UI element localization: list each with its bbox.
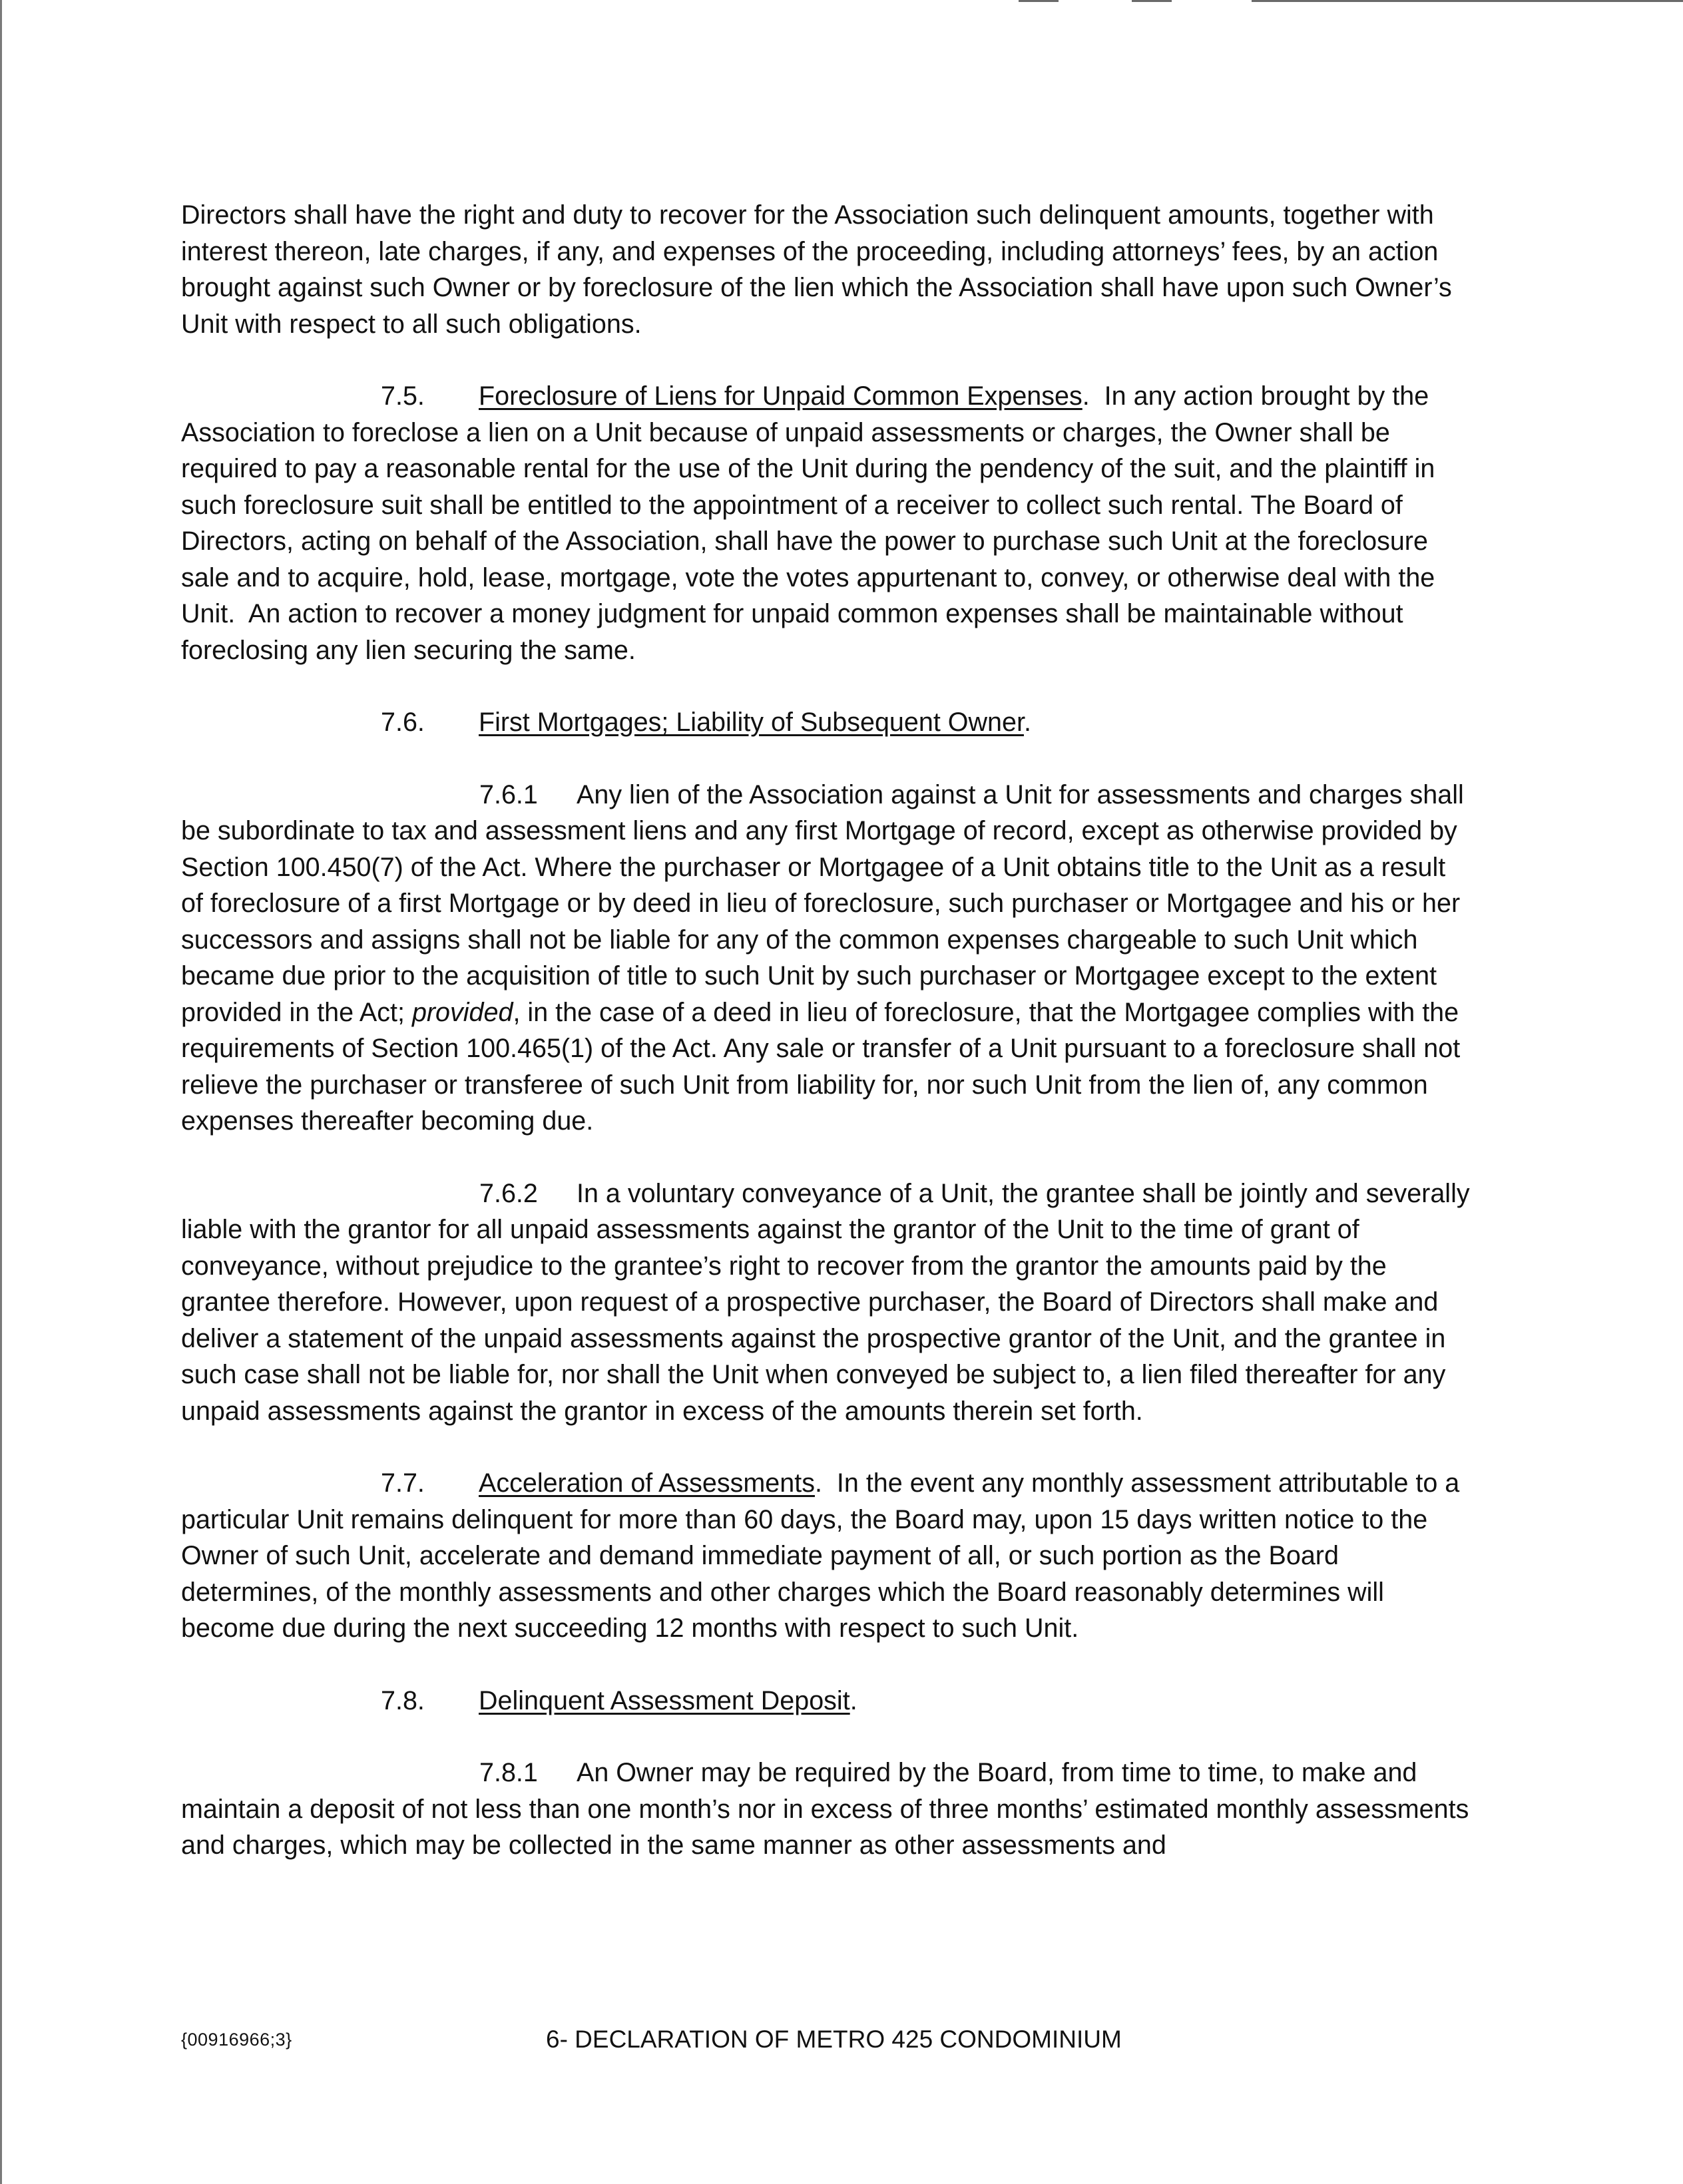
- section-title: First Mortgages; Liability of Subsequent Owner: [479, 708, 1024, 737]
- document-body: [181, 197, 1473, 1864]
- intro-paragraph: Directors shall have the right and duty to recover for the Association such delinquent amounts, together with interest thereon, late charges, if any, and expenses of the proceeding, including attorneys’ fees, by an action brought against such Owner or by foreclosure of the lien which the Association shall have upon such Owner’s Unit with respect to all such obligations.: [181, 200, 1452, 339]
- section-7-5: [181, 378, 1473, 668]
- section-title: Acceleration of Assessments: [479, 1468, 815, 1498]
- subsection-7-8-1: [181, 1755, 1473, 1864]
- subsection-7-6-2: [181, 1176, 1473, 1430]
- section-title-end: .: [1082, 381, 1090, 411]
- section-number: 7.8.: [381, 1685, 425, 1715]
- scan-edge-line: [0, 0, 2, 2184]
- footer-title: 6- DECLARATION OF METRO 425 CONDOMINIUM: [546, 2026, 1122, 2053]
- section-number: 7.7.: [381, 1468, 425, 1498]
- section-title-end: .: [1023, 708, 1031, 737]
- subsection-body: An Owner may be required by the Board, from time to time, to make and maintain a deposit of not less than one month’s nor in excess of three months’ estimated monthly assessments and charges, which may be collected in the same manner as other assessments and: [181, 1758, 1469, 1860]
- scan-top-mark: [1019, 0, 1059, 2]
- section-7-6-heading: [181, 704, 1473, 741]
- section-title-end: .: [814, 1468, 822, 1498]
- section-7-8-heading: [181, 1683, 1473, 1719]
- subsection-body-italic: provided: [411, 997, 513, 1027]
- page-footer: [181, 2026, 1473, 2058]
- section-body: In the event any monthly assessment attributable to a particular Unit remains delinquent for more than 60 days, the Board may, upon 15 days written notice to the Owner of such Unit, accelerate and demand immediate payment of all, or such portion as the Board determines, of the monthly assessments and other charges which the Board reasonably determines will become due during the next succeeding 12 months with respect to such Unit.: [181, 1468, 1467, 1643]
- document-id: {00916966;3}: [181, 2030, 292, 2050]
- section-7-7: [181, 1465, 1473, 1647]
- subsection-number: 7.6.2: [479, 1178, 538, 1208]
- subsection-7-6-1: [181, 777, 1473, 1140]
- section-title: Delinquent Assessment Deposit: [479, 1685, 850, 1715]
- section-number: 7.6.: [381, 708, 425, 737]
- section-title-end: .: [849, 1685, 857, 1715]
- scan-top-mark: [1252, 0, 1683, 2]
- subsection-body-continued: , in the case of a deed in lieu of foreclosure, that the Mortgagee complies with the requirements of Section 100.465(1) of the Act. Any sale or transfer of a Unit pursuant to a foreclosure shall not relieve the purchaser or transferee of such Unit from liability for, nor such Unit from the lien of, any common expenses thereafter becoming due.: [181, 997, 1461, 1136]
- subsection-number: 7.8.1: [479, 1758, 538, 1787]
- section-title: Foreclosure of Liens for Unpaid Common Expenses: [479, 381, 1082, 411]
- section-number: 7.5.: [381, 381, 425, 411]
- subsection-number: 7.6.1: [479, 779, 538, 809]
- subsection-body: In a voluntary conveyance of a Unit, the grantee shall be jointly and severally liable with the grantor for all unpaid assessments against the grantor of the Unit to the time of grant of conveyance, without prejudice to the grantee’s right to recover from the grantor the amounts paid by the grantee therefore. However, upon request of a prospective purchaser, the Board of Directors shall make and deliver a statement of the unpaid assessments against the prospective grantor of the Unit, and the grantee in such case shall not be liable for, nor shall the Unit when conveyed be subject to, a lien filed thereafter for any unpaid assessments against the grantor in excess of the amounts therein set forth.: [181, 1178, 1470, 1426]
- subsection-body: Any lien of the Association against a Unit for assessments and charges shall be subordinate to tax and assessment liens and any first Mortgage of record, except as otherwise provided by Section 100.450(7) of the Act. Where the purchaser or Mortgagee of a Unit obtains title to the Unit as a result of foreclosure of a first Mortgage or by deed in lieu of foreclosure, such purchaser or Mortgagee and his or her successors and assigns shall not be liable for any of the common expenses chargeable to such Unit which became due prior to the acquisition of title to such Unit by such purchaser or Mortgagee except to the extent provided in the Act;: [181, 779, 1464, 1027]
- section-body: In any action brought by the Association to foreclose a lien on a Unit because of unpaid assessments or charges, the Owner shall be required to pay a reasonable rental for the use of the Unit during the pendency of the suit, and the plaintiff in such foreclosure suit shall be entitled to the appointment of a receiver to collect such rental. The Board of Directors, acting on behalf of the Association, shall have the power to purchase such Unit at the foreclosure sale and to acquire, hold, lease, mortgage, vote the votes appurtenant to, convey, or otherwise deal with the Unit. An action to recover a money judgment for unpaid common expenses shall be maintainable without foreclosing any lien securing the same.: [181, 381, 1443, 665]
- scan-top-mark: [1132, 0, 1172, 2]
